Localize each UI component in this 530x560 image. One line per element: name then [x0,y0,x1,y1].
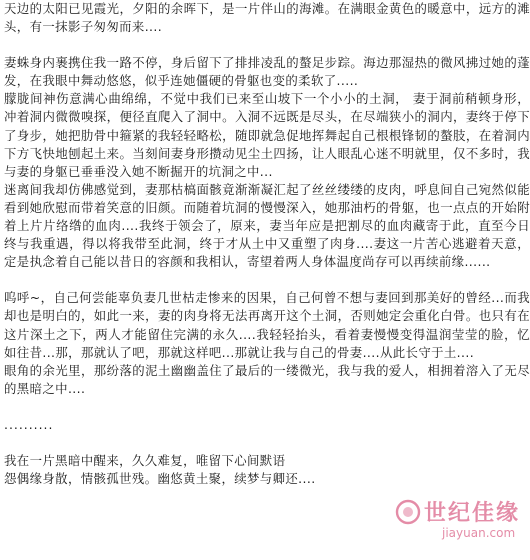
poem-line-2: 怨偶缘身散，情骸孤世残。幽悠黄土聚，续梦与卿还.... [4,471,316,487]
paragraph-2: 妻蛛身内裹携住我一路不停，身后留下了排排凌乱的螯足步踪。海边那湿热的微风拂过她的蓬发，在我眼中舞动悠悠，似乎连她僵硬的骨躯也变的柔软了..... [4,55,530,89]
poem-line-1: 我在一片黑暗中醒来，久久难复，唯留下心间默语 [4,452,286,468]
paragraph-1: 天边的太阳已见霞光，夕阳的余晖下，是一片伴山的海滩。在满眼金黄色的暖意中，远方的滩头，有一抹影子匆匆而来.... [4,1,530,35]
paragraph-3: 朦胧间神伤意满心曲绵绵，不觉中我们已来至山坡下一个小小的土洞， 妻于洞前稍顿身形，冲着洞内微微嗅探，便径直爬入了洞中。入洞不远既是尽头，在尽端狭小的洞内，妻终于停下了身步，她把肋骨中箍紧的我轻轻略松，随即就急促地挥舞起自己根根锋韧的螯肢，在着洞内下方飞快地刨起土来。当刻间妻身形攒动见尘土四扬，让人眼乱心迷不明就里，仅不多时，我与妻的身躯已垂垂没入她不断掘开的坑洞之中... [4,91,530,179]
paragraph-6: 眼角的余光里，那纷落的泥土幽幽盖住了最后的一缕微光，我与我的爱人，相拥着溶入了无尽的黑暗之中.... [4,362,530,396]
paragraph-5: 呜呼~，自己何尝能辜负妻几世枯走惨来的因果，自己何曾不想与妻回到那美好的曾经...而我却也是明白的，如此一来，妻的肉身将无法再离开这个土洞，否则她定会重化白骨。也只有在这片深土之下，两人才能留住完满的永久....我轻轻抬头，看着妻慢慢变得温润莹莹的脸，忆如往昔...那，那就认了吧，那就这样吧...那就让我与自己的骨妻....从此长守于土.... [4,290,530,360]
paragraph-4: 迷离间我却仿佛感觉到，妻那枯槁面骸竟渐渐凝汇起了丝丝缕缕的皮肉，呼息间自己宛然似能看到她欣慰而带着笑意的旧颜。而随着坑洞的慢慢深入，她那油朽的骨躯，也一点点的开始附着上片片络绺的血肉....我终于领会了，原来，妻当年应是把割尽的血肉藏寄于此，直至今日终与我重遇，得以将我带至此洞，终于才从土中又重塑了肉身....妻这一片苦心逃避着天意，定是执念着自己能以昔日的容颜和我相认，寄望着两人身体温度尚存可以再续前缘...... [4,181,530,270]
logo-icon [394,498,422,526]
watermark-url: jiayuan.com [442,526,516,540]
separator: .......... [4,416,54,432]
site-watermark [394,496,524,552]
watermark-text: 世纪佳缘 [424,500,521,526]
